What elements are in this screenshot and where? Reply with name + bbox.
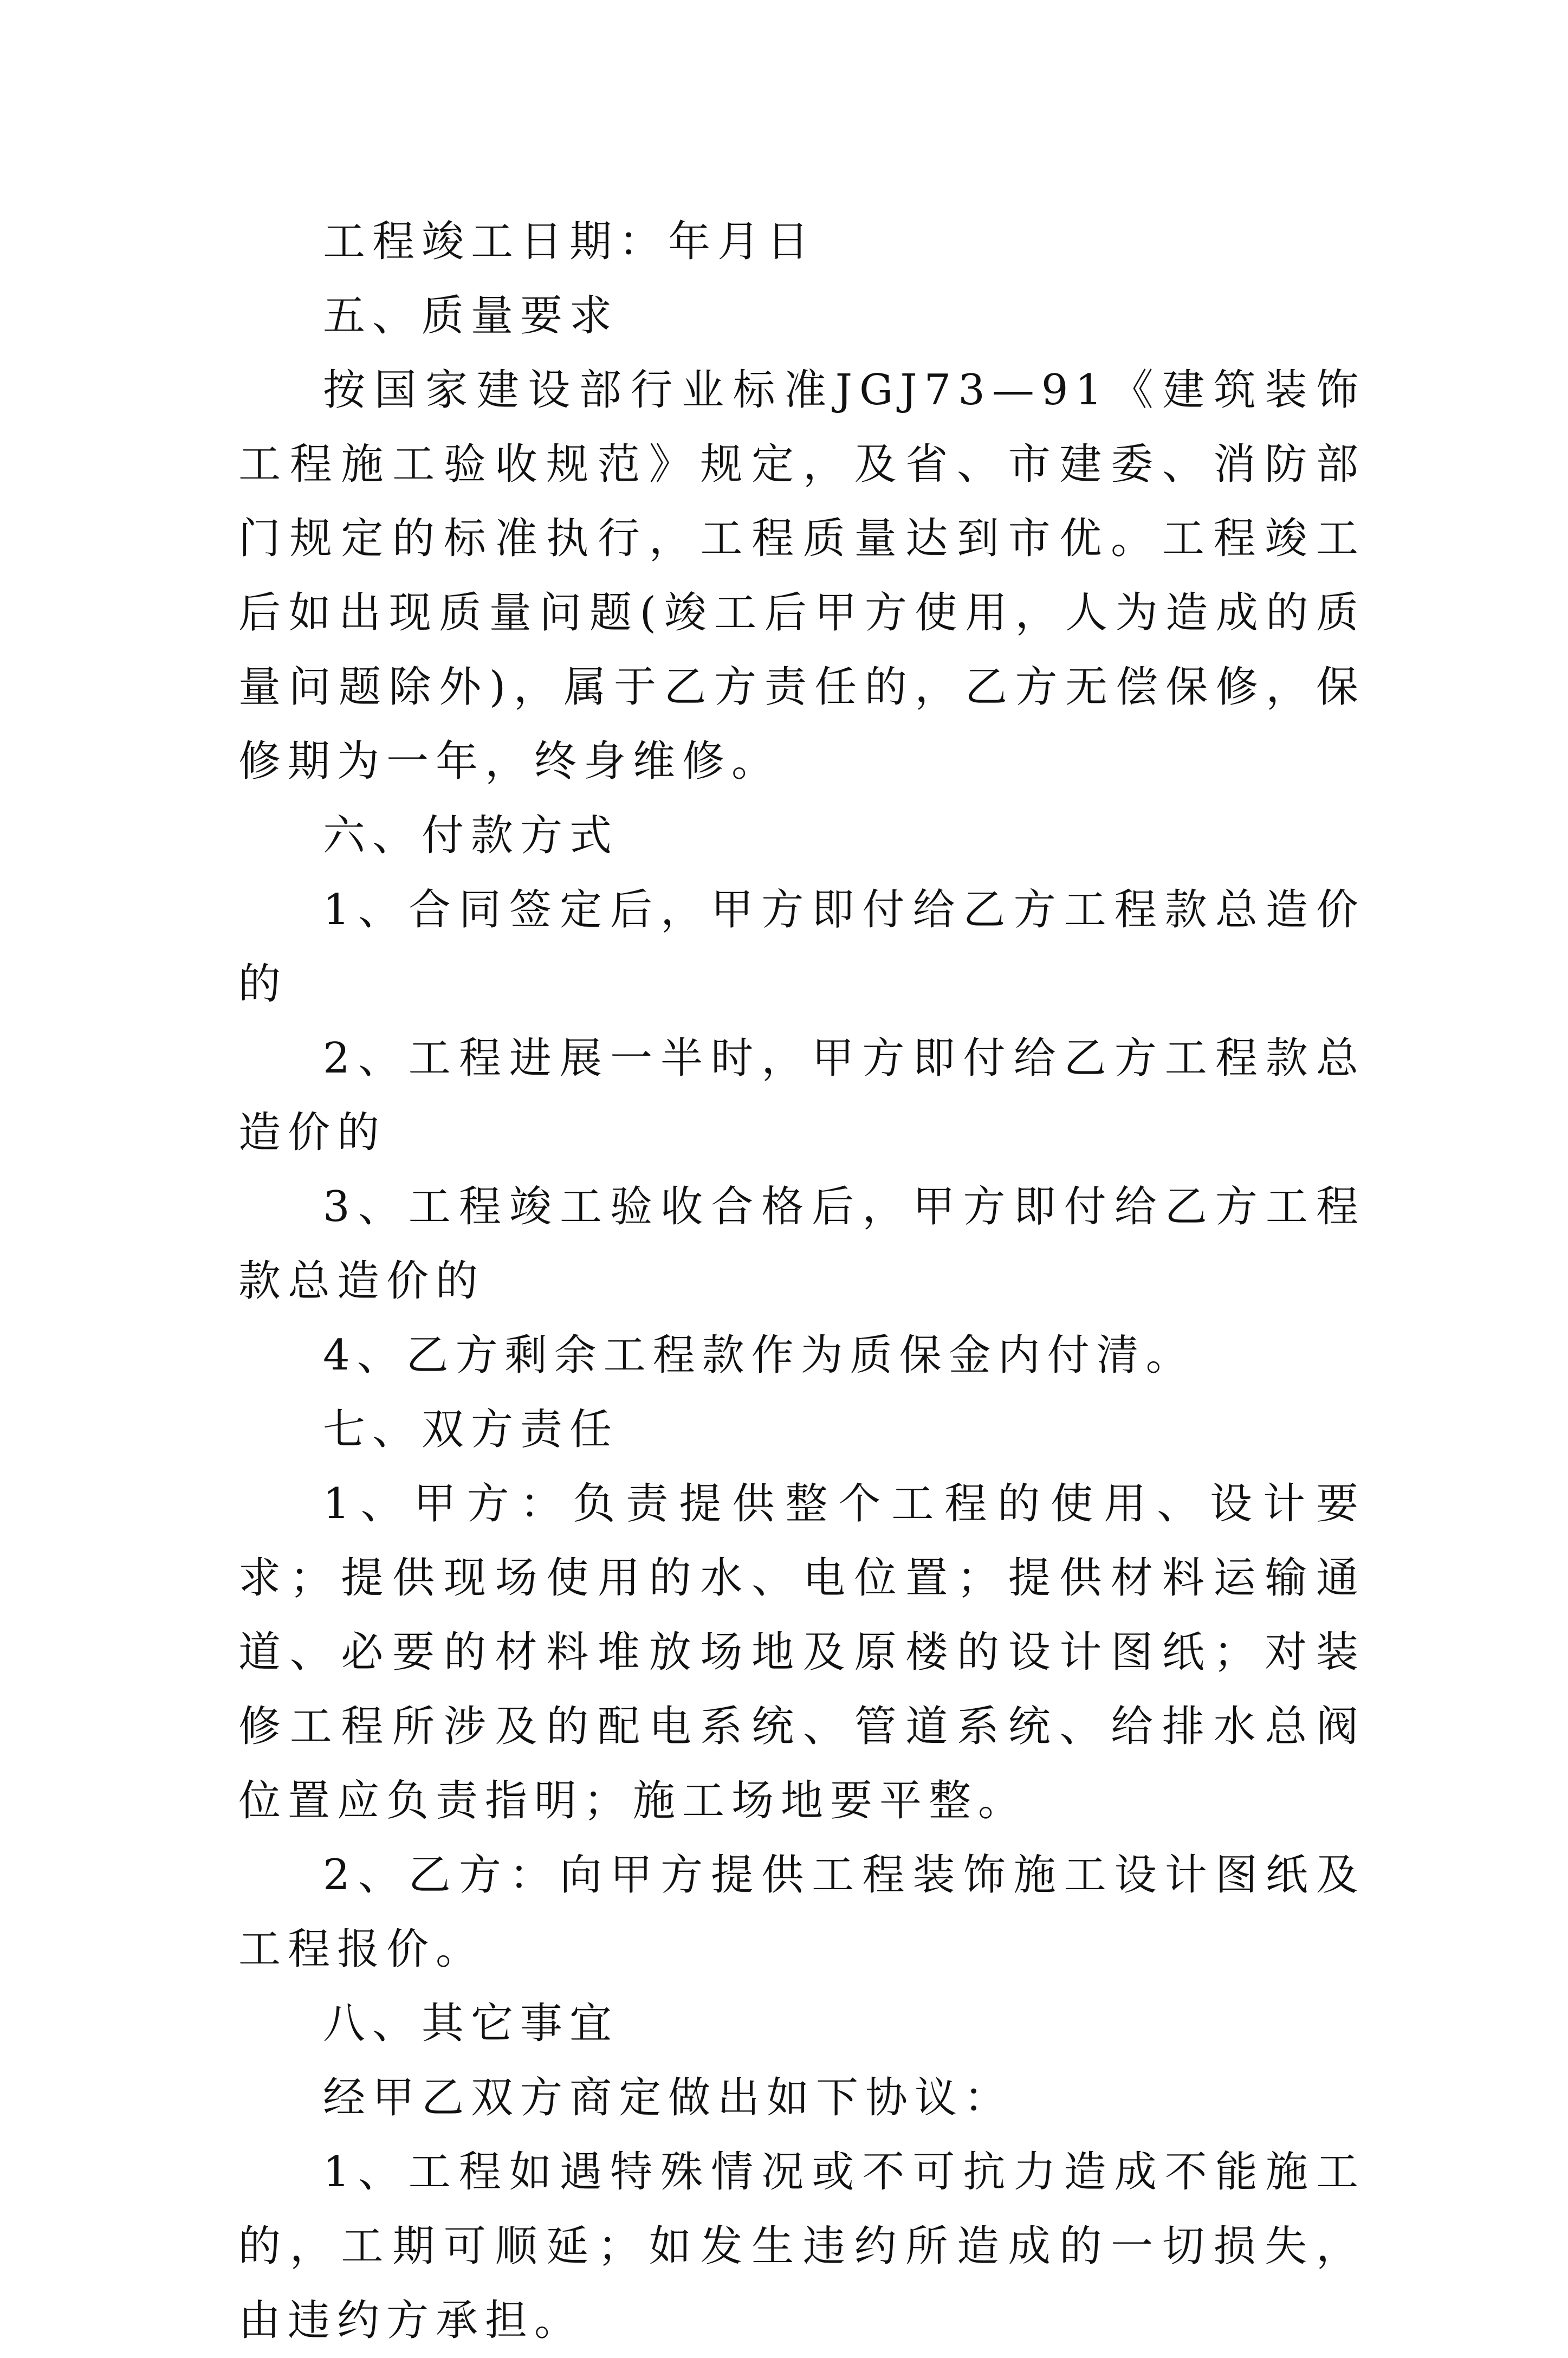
paragraph-payment-4: 4、乙方剩余工程款作为质保金内付清。 [323, 1331, 1195, 1380]
paragraph-completion-date: 工程竣工日期：年月日 [323, 217, 817, 266]
paragraph-party-b-duties: 2、乙方：向甲方提供工程装饰施工设计图纸及工程报价。 [238, 1851, 1365, 1974]
paragraph-agreement-1: 1、工程如遇特殊情况或不可抗力造成不能施工的，工期可顺延；如发生违约所造成的一切损失，由违约方承担。 [238, 2148, 1365, 2345]
paragraph-agreement-intro: 经甲乙双方商定做出如下协议： [323, 2073, 1014, 2122]
paragraph-payment-3: 3、工程竣工验收合格后，甲方即付给乙方工程款总造价的 [238, 1183, 1365, 1306]
heading-responsibilities: 七、双方责任 [323, 1405, 619, 1454]
paragraph-party-a-duties: 1、甲方：负责提供整个工程的使用、设计要求；提供现场使用的水、电位置；提供材料运输通道、必要的材料堆放场地及原楼的设计图纸；对装修工程所涉及的配电系统、管道系统、给排水总阀位置应负责指明；施工场地要平整。 [238, 1480, 1365, 1825]
paragraph-payment-1: 1、合同签定后，甲方即付给乙方工程款总造价的 [238, 886, 1365, 1009]
document-body [238, 205, 1365, 2358]
heading-quality-requirements: 五、质量要求 [323, 292, 619, 340]
paragraph-payment-2: 2、工程进展一半时，甲方即付给乙方工程款总造价的 [238, 1034, 1365, 1157]
heading-payment-method: 六、付款方式 [323, 811, 619, 860]
paragraph-quality-standard: 按国家建设部行业标准JGJ73—91《建筑装饰工程施工验收规范》规定，及省、市建委、消防部门规定的标准执行，工程质量达到市优。工程竣工后如出现质量问题(竣工后甲方使用，人为造成的质量问题除外)，属于乙方责任的，乙方无偿保修，保修期为一年，终身维修。 [238, 366, 1365, 786]
heading-other-matters: 八、其它事宜 [323, 1999, 619, 2048]
